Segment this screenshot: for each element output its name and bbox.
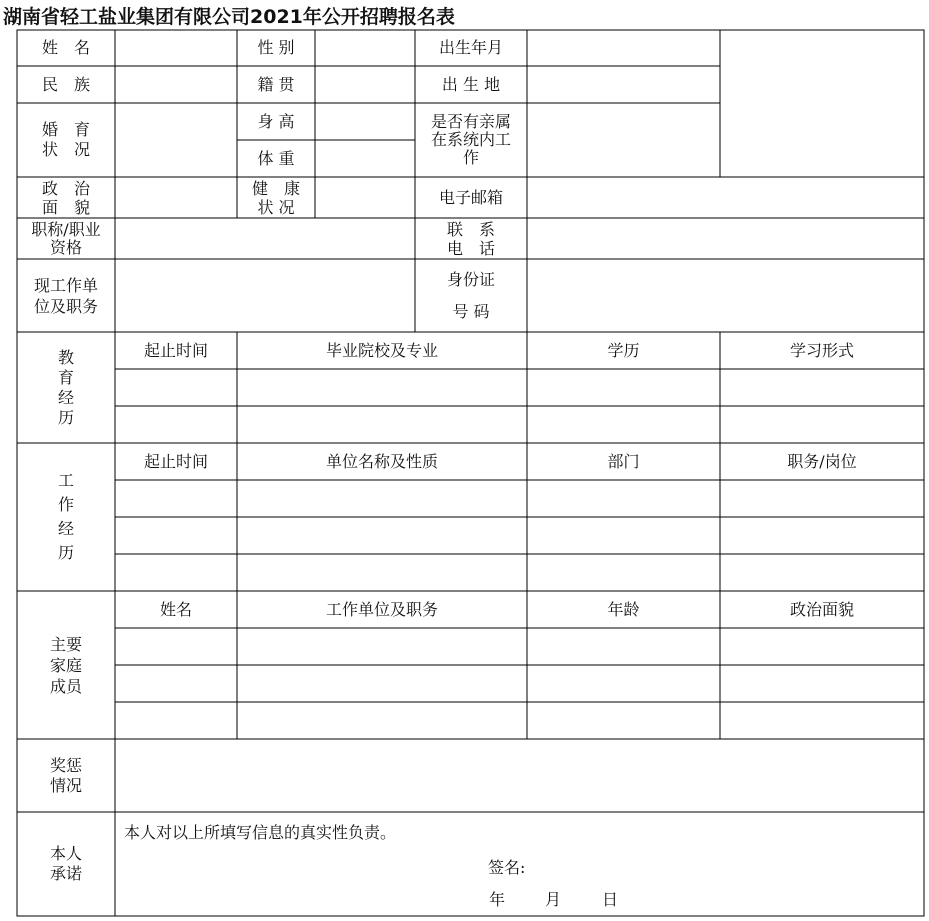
label-family-members: 主要 家庭 成员 bbox=[49, 634, 82, 696]
family-header-name: 姓名 bbox=[159, 599, 192, 619]
work-header-unit: 单位名称及性质 bbox=[325, 451, 438, 471]
label-awards: 奖惩 情况 bbox=[49, 755, 82, 795]
label-phone: 联 系 电 话 bbox=[446, 219, 495, 258]
signature-label: 签名: bbox=[488, 858, 526, 877]
label-id-number: 身份证 号 码 bbox=[446, 269, 495, 321]
label-pledge: 本人 承诺 bbox=[49, 844, 82, 883]
label-work-history: 工 作 经 历 bbox=[57, 471, 74, 562]
label-email: 电子邮箱 bbox=[438, 187, 503, 207]
family-header-age: 年龄 bbox=[607, 599, 640, 619]
label-gender: 性 别 bbox=[257, 38, 295, 57]
label-weight: 体 重 bbox=[257, 148, 295, 168]
label-education: 教 育 经 历 bbox=[57, 347, 74, 427]
label-height: 身 高 bbox=[257, 111, 295, 131]
label-relative-in-system: 是否有亲属 在系统内工 作 bbox=[430, 112, 511, 167]
edu-header-degree: 学历 bbox=[607, 340, 640, 360]
label-ethnic: 民 族 bbox=[41, 74, 90, 94]
work-header-position: 职务/岗位 bbox=[787, 451, 857, 471]
label-political: 政 治 面 貌 bbox=[41, 178, 90, 217]
date-month: 月 bbox=[545, 890, 562, 909]
label-birthplace: 出 生 地 bbox=[441, 74, 501, 94]
form-title: 湖南省轻工盐业集团有限公司2021年公开招聘报名表 bbox=[3, 6, 455, 28]
label-professional-title: 职称/职业 资格 bbox=[31, 219, 101, 257]
label-current-work-unit: 现工作单 位及职务 bbox=[33, 275, 98, 316]
work-header-department: 部门 bbox=[607, 451, 640, 471]
date-year: 年 bbox=[489, 890, 506, 909]
date-day: 日 bbox=[602, 890, 619, 909]
label-native-place: 籍 贯 bbox=[257, 74, 295, 94]
label-marital: 婚 育 状 况 bbox=[41, 120, 90, 159]
pledge-text: 本人对以上所填写信息的真实性负责。 bbox=[124, 823, 397, 842]
label-health: 健 康 状 况 bbox=[251, 178, 300, 217]
edu-header-mode: 学习形式 bbox=[789, 340, 854, 360]
label-birth-date: 出生年月 bbox=[438, 38, 503, 57]
work-header-period: 起止时间 bbox=[143, 451, 208, 471]
family-header-political: 政治面貌 bbox=[789, 599, 854, 619]
label-name: 姓 名 bbox=[41, 38, 90, 57]
family-header-work: 工作单位及职务 bbox=[325, 599, 438, 619]
edu-header-school: 毕业院校及专业 bbox=[325, 340, 438, 360]
edu-header-period: 起止时间 bbox=[143, 340, 208, 360]
